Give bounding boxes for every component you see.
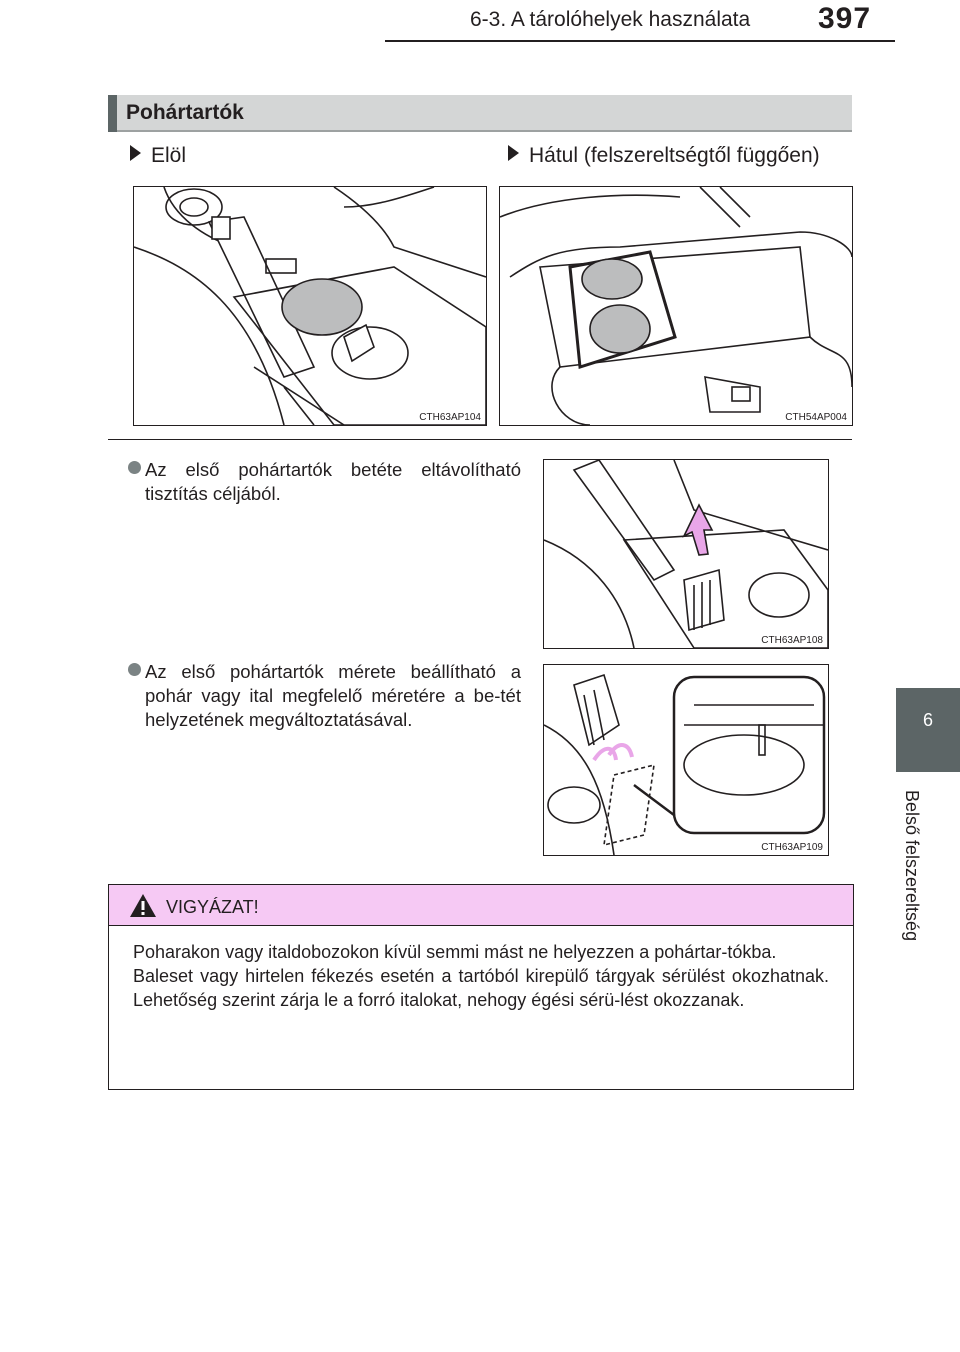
figure-insert-adjustment xyxy=(543,664,829,856)
bullet-removable-insert: Az első pohártartók betéte eltávolítható tisztítás céljából. xyxy=(145,458,521,506)
figure-code: CTH63AP108 xyxy=(761,635,823,646)
page-number: 397 xyxy=(818,2,872,35)
rear-label: Hátul (felszereltségtől függően) xyxy=(508,144,820,168)
warning-body xyxy=(133,940,829,1012)
running-header-title: 6-3. A tárolóhelyek használata xyxy=(470,8,751,31)
arrow-bullet-icon xyxy=(508,145,519,161)
section-bar-accent xyxy=(108,95,117,132)
arrow-bullet-icon xyxy=(130,145,141,161)
bullet-dot-icon xyxy=(128,663,141,676)
bullet-dot-icon xyxy=(128,461,141,474)
warning-paragraph: Baleset vagy hirtelen fékezés esetén a tartóból kirepülő tárgyak sérülést okozhatnak. Lehetőség szerint zárja le a forró italokat, nehogy égési sérü-lést okozzanak. xyxy=(133,966,829,1010)
warning-box xyxy=(108,884,854,1090)
chapter-tab xyxy=(896,688,960,772)
figure-front-cupholder xyxy=(133,186,487,426)
figure-code: CTH63AP104 xyxy=(419,412,481,423)
bullet-adjustable-size: Az első pohártartók mérete beállítható a pohár vagy ital megfelelő méretére a be-tét helyzetének megváltoztatásával. xyxy=(145,660,521,732)
front-label: Elöl xyxy=(130,144,186,168)
section-heading-bar xyxy=(108,95,852,132)
warning-header xyxy=(109,885,853,926)
warning-paragraph: Poharakon vagy italdobozokon kívül semmi mást ne helyezzen a pohártar-tókba. xyxy=(133,942,777,962)
warning-label: VIGYÁZAT! xyxy=(166,897,259,917)
figure-rear-cupholder xyxy=(499,186,853,426)
chapter-number: 6 xyxy=(922,710,933,730)
section-title: Pohártartók xyxy=(126,101,244,124)
chapter-label: Belső felszereltség xyxy=(902,790,922,942)
figure-code: CTH54AP004 xyxy=(785,412,847,423)
figure-insert-removal xyxy=(543,459,829,649)
section-divider xyxy=(108,439,852,440)
header-rule xyxy=(385,40,895,42)
warning-triangle-icon xyxy=(129,893,157,918)
figure-code: CTH63AP109 xyxy=(761,842,823,853)
